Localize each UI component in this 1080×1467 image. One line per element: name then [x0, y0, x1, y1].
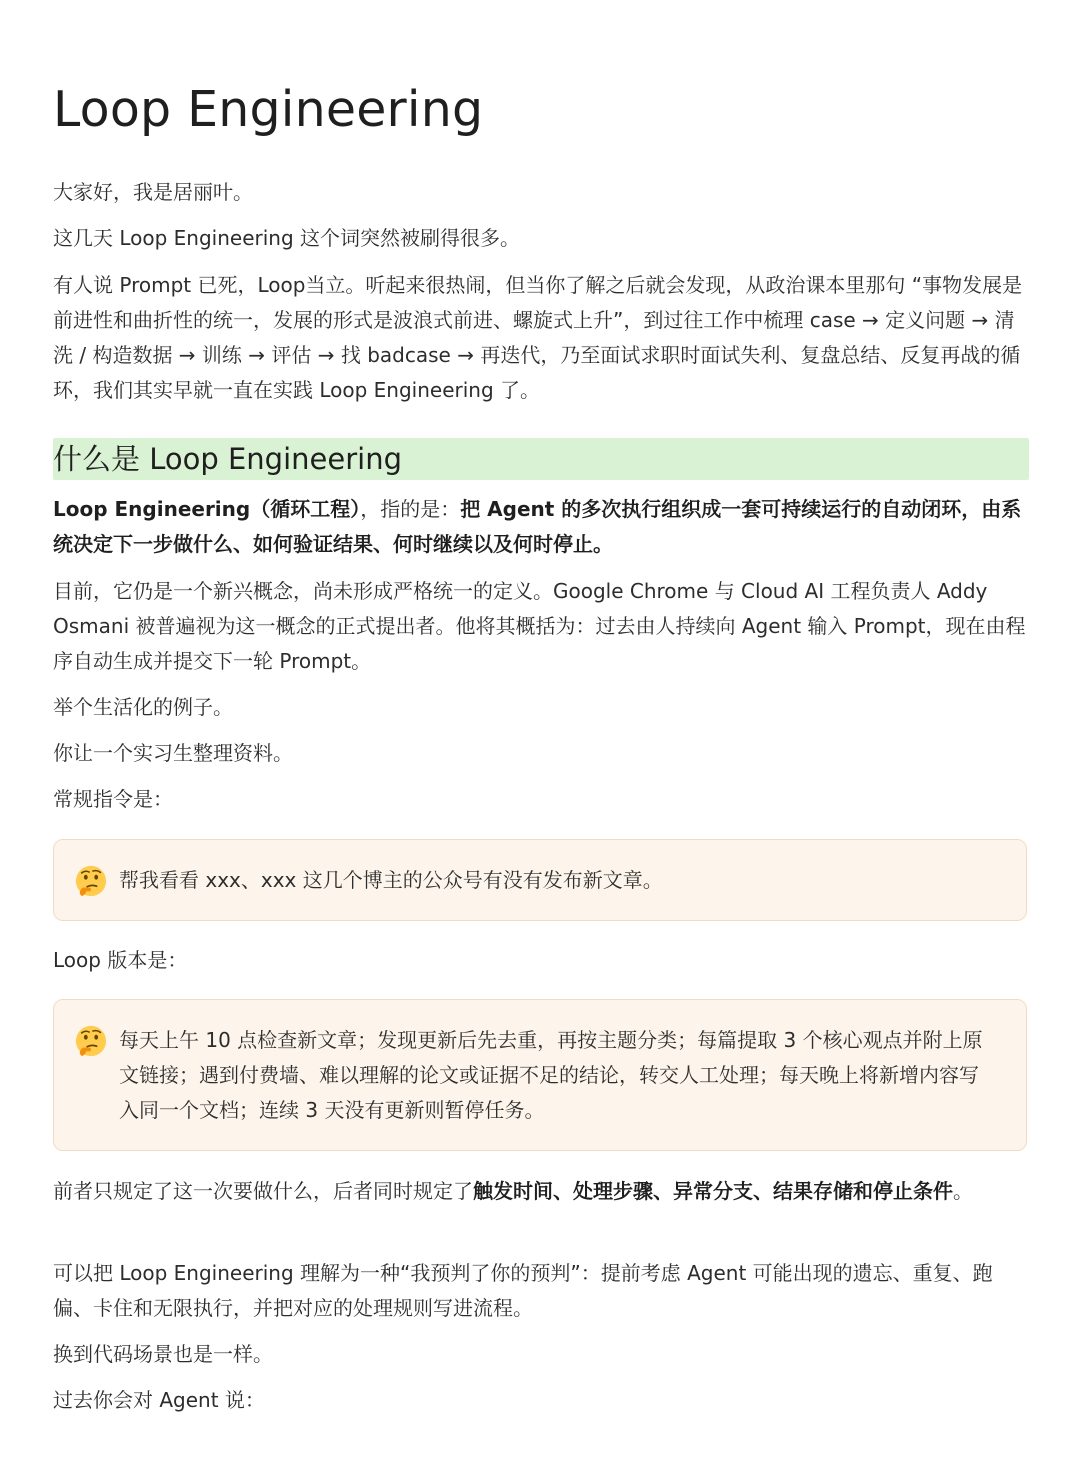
definition-paragraph — [53, 492, 1029, 562]
comparison-prefix: 前者只规定了这一次要做什么，后者同时规定了 — [53, 1179, 473, 1203]
agent-prompt-lead: 过去你会对 Agent 说： — [53, 1388, 265, 1412]
callout-loop-text: 每天上午 10 点检查新文章；发现更新后先去重，再按主题分类；每篇提取 3 个核心观点并附上原文链接；遇到付费墙、难以理解的论文或证据不足的结论，转交人工处理；每天晚上将新增内容写入同一个文档；连续 3 天没有更新则暂停任务。 — [119, 1028, 983, 1122]
definition-connector: ，指的是： — [360, 497, 461, 521]
page-title: Loop Engineering — [53, 81, 484, 138]
intro-topic: 这几天 Loop Engineering 这个词突然被刷得很多。 — [53, 226, 521, 250]
comparison-suffix: 。 — [953, 1179, 973, 1203]
thinking-face-icon — [74, 1024, 108, 1058]
callout-regular — [53, 839, 1027, 921]
section-heading: 什么是 Loop Engineering — [53, 442, 402, 476]
comparison-emphasis: 触发时间、处理步骤、异常分支、结果存储和停止条件 — [473, 1179, 953, 1203]
origin-paragraph: 目前，它仍是一个新兴概念，尚未形成严格统一的定义。Google Chrome 与 Cloud AI 工程负责人 Addy Osmani 被普遍视为这一概念的正式提出者。他将其概括为：过去由人持续向 Agent 输入 Prompt，现在由程序自动生成并提交下一轮 Prompt。 — [53, 579, 1026, 673]
intro-greeting: 大家好，我是居丽叶。 — [53, 180, 253, 204]
callout-loop — [53, 999, 1027, 1151]
callout-regular-text: 帮我看看 xxx、xxx 这几个博主的公众号有没有发布新文章。 — [119, 868, 663, 892]
definition-term: Loop Engineering（循环工程） — [53, 497, 361, 521]
prediction-paragraph: 可以把 Loop Engineering 理解为一种“我预判了你的预判”：提前考虑 Agent 可能出现的遗忘、重复、跑偏、卡住和无限执行，并把对应的处理规则写进流程。 — [53, 1261, 993, 1320]
thinking-face-icon — [74, 864, 108, 898]
code-scenario: 换到代码场景也是一样。 — [53, 1342, 273, 1366]
intro-context: 有人说 Prompt 已死，Loop当立。听起来很热闹，但当你了解之后就会发现，从政治课本里那句 “事物发展是前进性和曲折性的统一，发展的形式是波浪式前进、螺旋式上升”，到过往工作中梳理 case → 定义问题 → 清洗 / 构造数据 → 训练 → 评估 → 找 badcase → 再迭代，乃至面试求职时面试失利、复盘总结、反复再战的循环，我们其实早就一直在实践 Loop Engineering 了。 — [53, 273, 1023, 402]
example-scenario: 你让一个实习生整理资料。 — [53, 741, 293, 765]
loop-label: Loop 版本是： — [53, 948, 188, 972]
definition-meaning: 把 Agent 的多次执行组织成一套可持续运行的自动闭环，由系统决定下一步做什么、如何验证结果、何时继续以及何时停止。 — [53, 497, 1022, 556]
example-intro: 举个生活化的例子。 — [53, 695, 233, 719]
comparison-paragraph — [53, 1174, 1029, 1209]
regular-label: 常规指令是： — [53, 787, 173, 811]
